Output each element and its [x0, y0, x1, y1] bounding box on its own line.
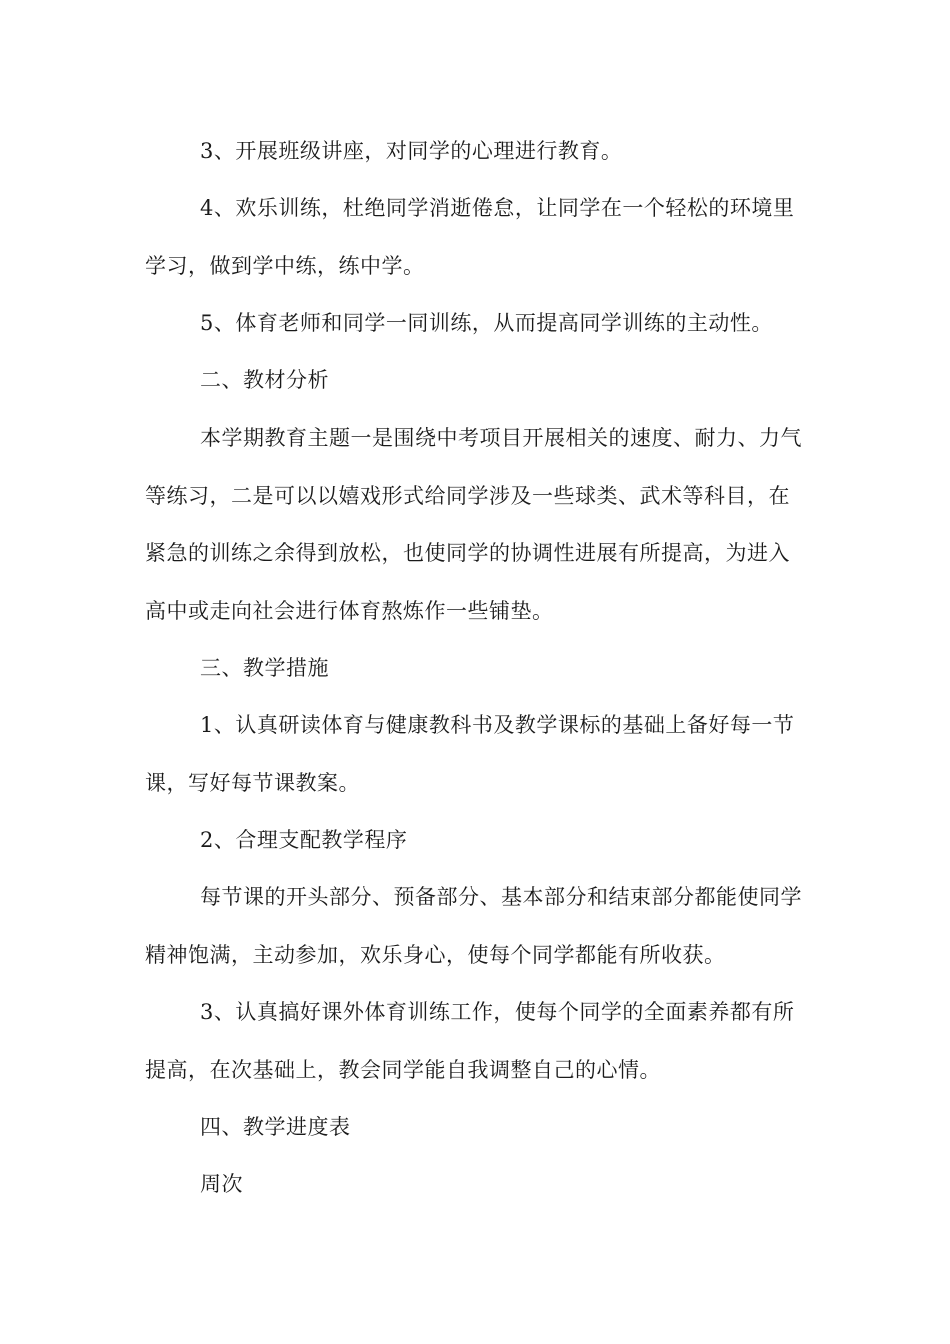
paragraph-7: 每节课的开头部分、预备部分、基本部分和结束部分都能使同学精神饱满，主动参加，欢乐身心，使每个同学都能有所收获。 [145, 885, 802, 967]
paragraph-8: 3、认真搞好课外体育训练工作，使每个同学的全面素养都有所提高，在次基础上，教会同学能自我调整自己的心情。 [145, 1000, 795, 1082]
table-label-week: 周次 [200, 1172, 243, 1196]
section-heading-4: 四、教学进度表 [200, 1115, 351, 1139]
section-heading-3: 三、教学措施 [200, 656, 329, 680]
paragraph-4: 本学期教育主题一是围绕中考项目开展相关的速度、耐力、力气等练习，二是可以以嬉戏形式给同学涉及一些球类、武术等科目，在紧急的训练之余得到放松，也使同学的协调性进展有所提高，为进入高中或走向社会进行体育熬炼作一些铺垫。 [145, 426, 802, 623]
paragraph-1: 3、开展班级讲座，对同学的心理进行教育。 [200, 139, 623, 163]
paragraph-5: 1、认真研读体育与健康教科书及教学课标的基础上备好每一节课，写好每节课教案。 [145, 713, 795, 795]
paragraph-3: 5、体育老师和同学一同训练，从而提高同学训练的主动性。 [200, 311, 773, 335]
paragraph-6: 2、合理支配教学程序 [200, 828, 408, 852]
section-heading-2: 二、教材分析 [200, 368, 329, 392]
paragraph-2: 4、欢乐训练，杜绝同学消逝倦怠，让同学在一个轻松的环境里学习，做到学中练，练中学。 [145, 196, 795, 278]
